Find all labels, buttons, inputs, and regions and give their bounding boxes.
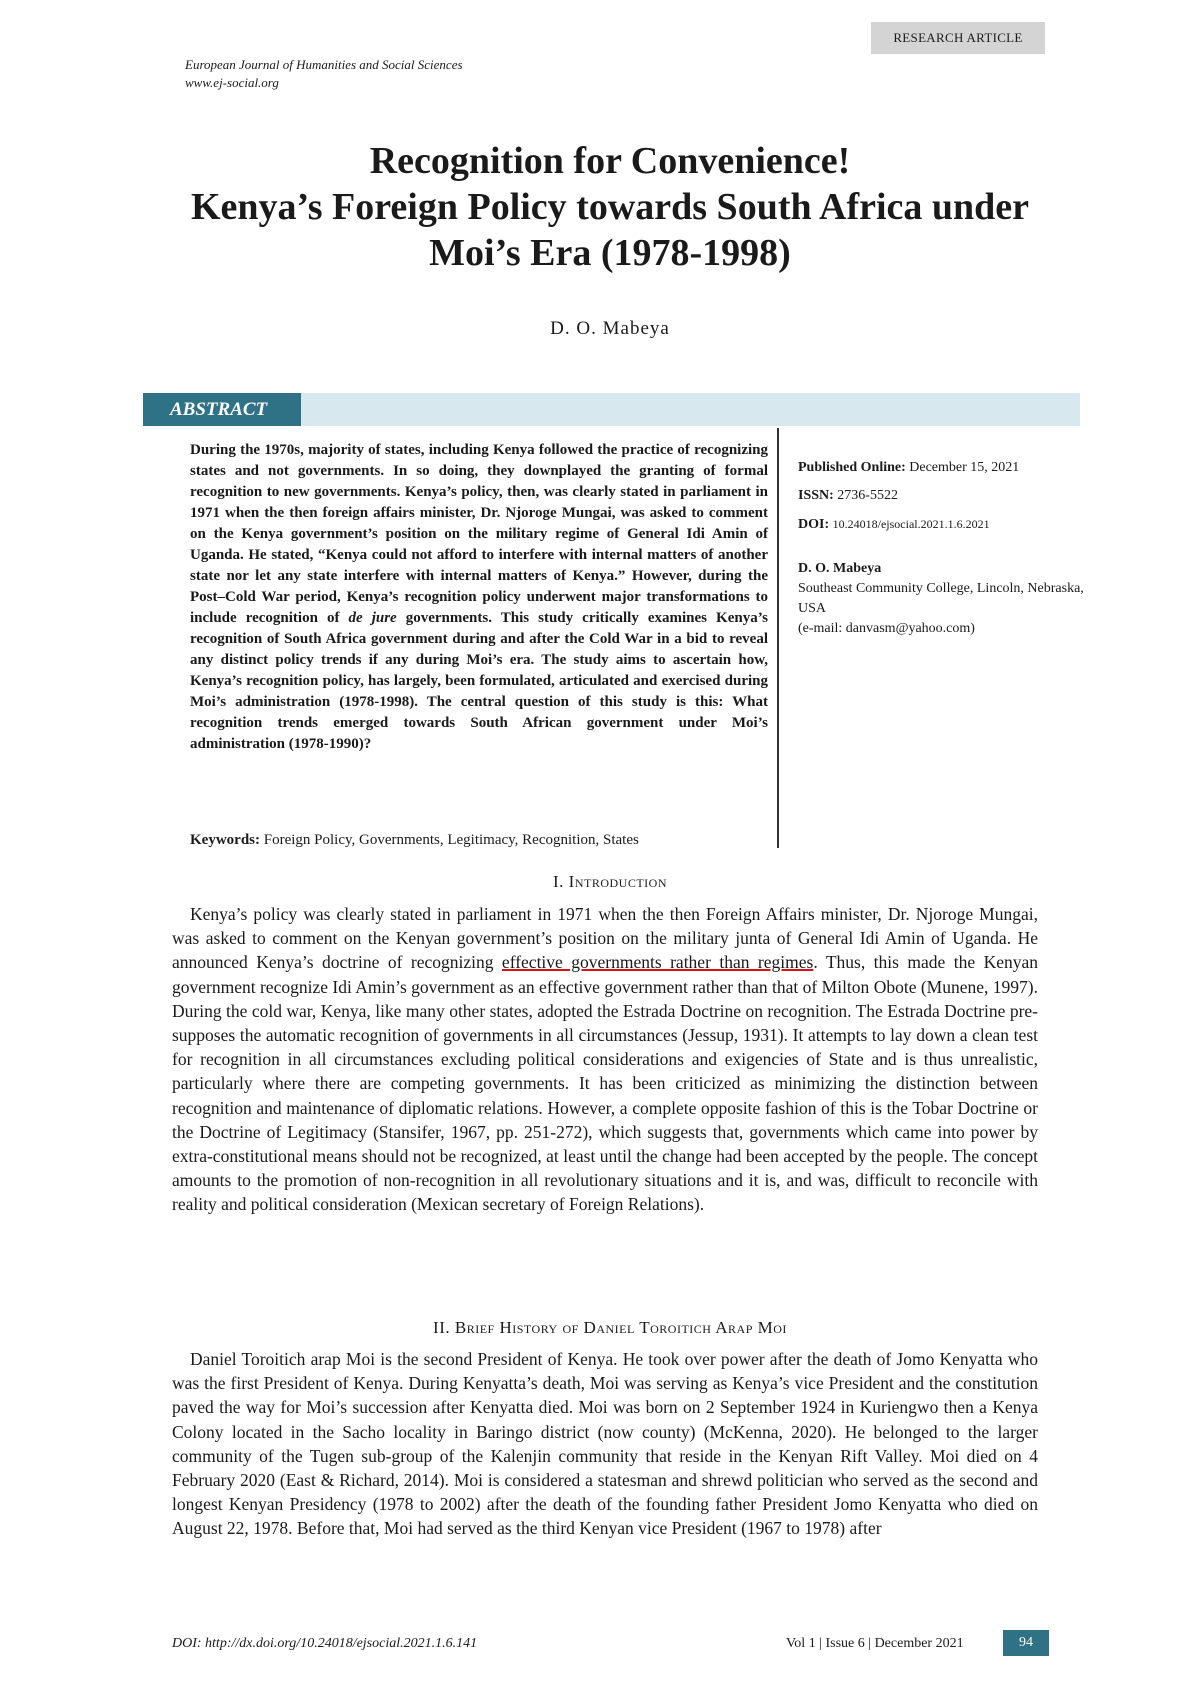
author-byline: D. O. Mabeya xyxy=(550,318,670,339)
author-affiliation: Southeast Community College, Lincoln, Nebraska, USA xyxy=(798,581,1084,616)
issn-value: 2736-5522 xyxy=(837,488,898,503)
keywords-label: Keywords: xyxy=(190,832,260,848)
published-row xyxy=(798,458,1088,478)
journal-name: European Journal of Humanities and Social Sciences xyxy=(185,57,463,72)
footer-doi[interactable]: DOI: http://dx.doi.org/10.24018/ejsocial.2021.1.6.141 xyxy=(172,1636,478,1651)
brief-history-body xyxy=(172,1347,1038,1541)
published-value: December 15, 2021 xyxy=(909,460,1020,475)
section-1-number: I. xyxy=(553,872,564,891)
introduction-paragraph xyxy=(172,902,1038,1217)
column-divider xyxy=(777,428,779,848)
doi-row xyxy=(798,514,1088,535)
issn-row xyxy=(798,486,1088,506)
intro-text-underlined: effective governments rather than regimes xyxy=(501,952,814,973)
introduction-body xyxy=(172,902,1038,1217)
title-line-1: Recognition for Convenience! xyxy=(369,140,851,182)
title-line-2: Kenya’s Foreign Policy towards South Africa under xyxy=(190,186,1030,228)
journal-url: www.ej-social.org xyxy=(185,75,279,90)
author-name: D. O. Mabeya xyxy=(798,561,882,576)
doi-label: DOI: xyxy=(798,517,830,532)
section-heading-introduction xyxy=(0,872,1200,892)
intro-text-before: Kenya’s policy was clearly stated in parliament in 1971 when the then Foreign Affairs minister, Dr. Njoroge Mungai, was asked to comment on the Kenyan government’s position on the military junta of General Idi Amin of Uganda. He announced Kenya’s doctrine of recognizing xyxy=(172,904,1038,973)
abstract-text xyxy=(190,440,768,755)
section-2-number: II. xyxy=(433,1318,451,1337)
doi-value[interactable]: 10.24018/ejsocial.2021.1.6.2021 xyxy=(832,517,990,531)
footer-volume: Vol 1 | Issue 6 | December 2021 xyxy=(786,1636,964,1651)
article-title xyxy=(110,138,1110,276)
section-2-title: Brief History of Daniel Toroitich Arap Moi xyxy=(454,1318,787,1337)
section-1-title: Introduction xyxy=(568,872,667,891)
section-heading-brief-history xyxy=(0,1318,1200,1338)
issn-label: ISSN: xyxy=(798,488,834,503)
keywords xyxy=(190,832,639,849)
journal-header xyxy=(185,56,463,92)
abstract-text-part1: During the 1970s, majority of states, including Kenya followed the practice of recognizing states and not governments. In so doing, they downplayed the granting of formal recognition to new governments. Kenya’s policy, then, was clearly stated in parliament in 1971 when the then foreign affairs minister, Dr. Njoroge Mungai, was asked to comment on the Kenya government’s position on the military regime of General Idi Amin of Uganda. He stated, “Kenya could not afford to interfere with internal matters of another state nor let any state interfere with internal matters of Kenya.” However, during the Post–Cold War period, Kenya’s recognition policy underwent major transformations to include recognition of xyxy=(190,442,768,626)
brief-history-paragraph: Daniel Toroitich arap Moi is the second President of Kenya. He took over power after the death of Jomo Kenyatta who was the first President of Kenya. During Kenyatta’s death, Moi was serving as Kenya’s vice President and the constitution paved the way for Moi’s succession after Kenyatta died. Moi was born on 2 September 1924 in Kuriengwo then a Kenya Colony located in the Sacho locality in Baringo district (now county) (McKenna, 2020). He belonged to the larger community of the Tugen sub-group of the Kalenjin community that reside in the Kenyan Rift Valley. Moi died on 4 February 2020 (East & Richard, 2014). Moi is considered a statesman and shrewd politician who served as the second and longest Kenyan Presidency (1978 to 2002) after the death of the founding father President Jomo Kenyatta who died on August 22, 1978. Before that, Moi had served as the third Kenyan vice President (1967 to 1978) after xyxy=(172,1349,1038,1539)
abstract-label: ABSTRACT xyxy=(143,393,301,426)
abstract-text-part2: governments. This study critically examines Kenya’s recognition of South Africa government during and after the Cold War in a bid to reveal any distinct policy trends if any during Moi’s era. The study aims to ascertain how, Kenya’s recognition policy, has largely, been formulated, articulated and exercised during Moi’s administration (1978-1998). The central question of this study is this: What recognition trends emerged towards South African government under Moi’s administration (1978-1990)? xyxy=(190,610,768,752)
author-email[interactable]: (e-mail: danvasm@yahoo.com) xyxy=(798,621,975,636)
article-type-badge: RESEARCH ARTICLE xyxy=(871,22,1045,54)
keywords-value: Foreign Policy, Governments, Legitimacy, Recognition, States xyxy=(263,832,639,848)
abstract-text-italic: de jure xyxy=(348,610,397,626)
published-label: Published Online: xyxy=(798,460,906,475)
article-metadata xyxy=(798,458,1088,639)
page-number: 94 xyxy=(1003,1630,1049,1656)
intro-text-after: . Thus, this made the Kenyan government recognize Idi Amin’s government as an effective government rather than that of Milton Obote (Munene, 1997). During the cold war, Kenya, like many other states, adopted the Estrada Doctrine on recognition. The Estrada Doctrine pre-supposes the automatic recognition of governments in all circumstances (Jessup, 1931). It attempts to lay down a clean test for recognition in all circumstances excluding political considerations and exigencies of State and is thus unrealistic, particularly where there are competing governments. It has been criticized as minimizing the distinction between recognition and maintenance of diplomatic relations. However, a complete opposite fashion of this is the Tobar Doctrine or the Doctrine of Legitimacy (Stansifer, 1967, pp. 251-272), which suggests that, governments which came into power by extra-constitutional means should not be recognized, at least until the change had been accepted by the people. The concept amounts to the promotion of non-recognition in all revolutionary situations and it is, and was, difficult to reconcile with reality and political consideration (Mexican secretary of Foreign Relations). xyxy=(172,952,1039,1215)
title-line-3: Moi’s Era (1978-1998) xyxy=(429,232,791,274)
